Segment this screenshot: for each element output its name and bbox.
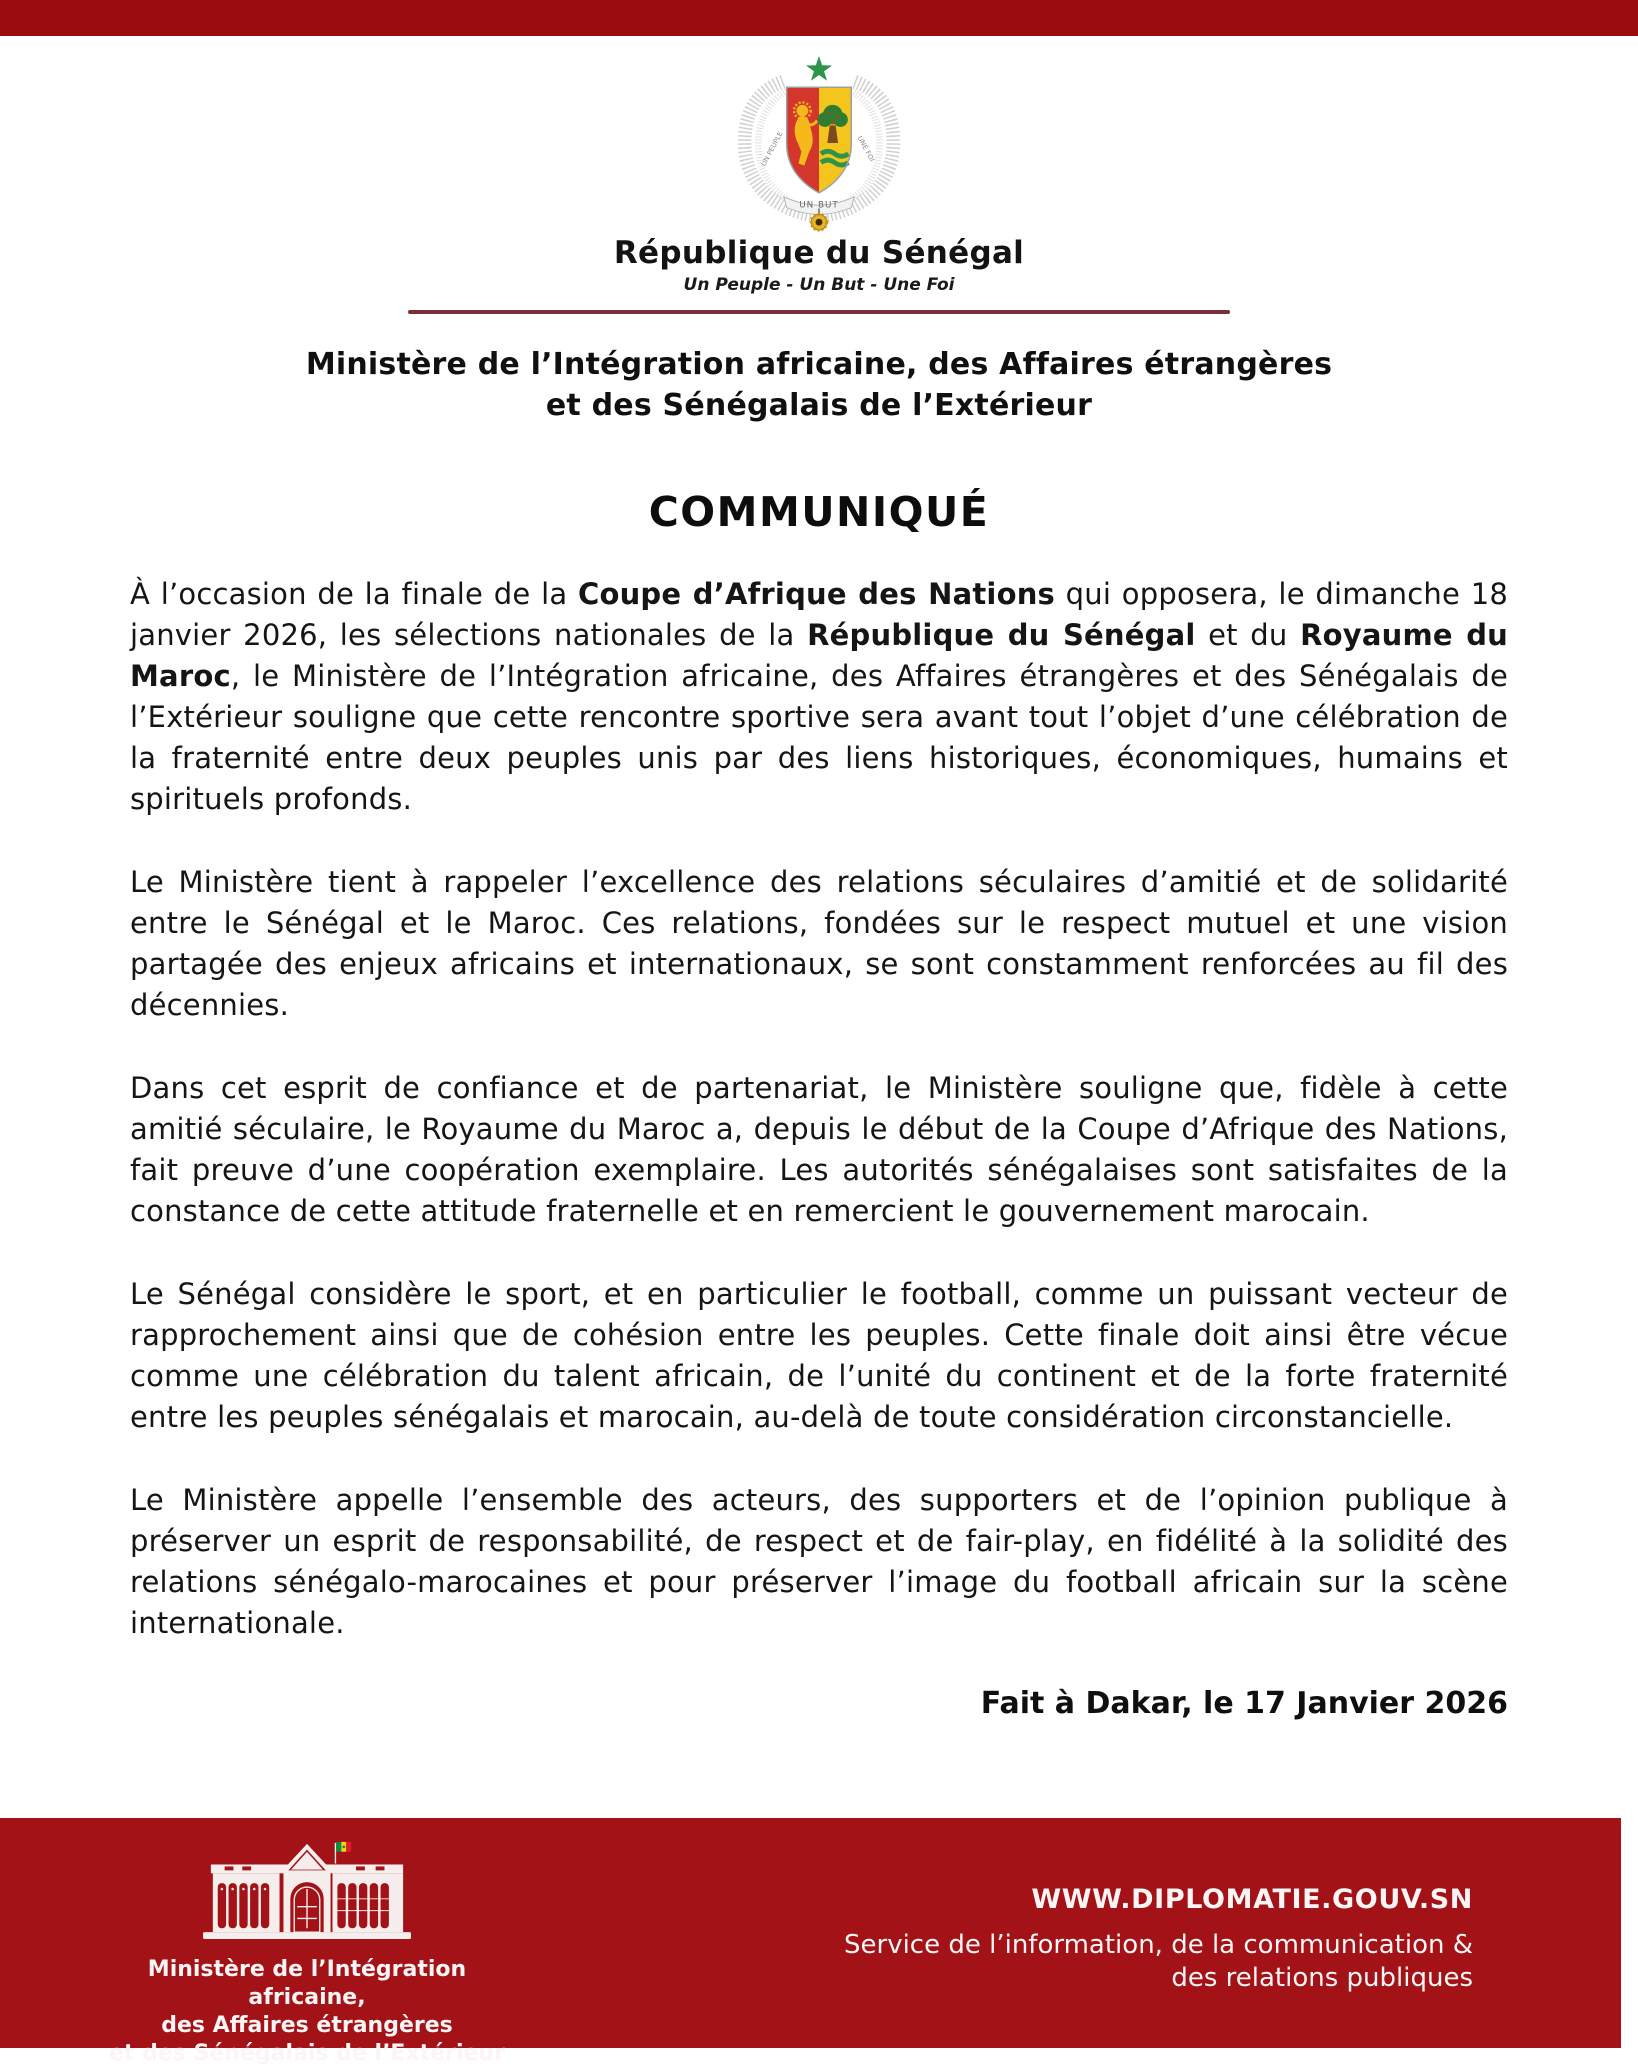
emblem-star (806, 56, 832, 81)
footer-band (0, 1818, 1621, 2066)
header-divider (408, 310, 1230, 314)
body-paragraph (130, 574, 1508, 820)
footer-contact-block (844, 1818, 1473, 2048)
senegal-coat-of-arms-icon (701, 54, 937, 232)
emblem-motto-left: UN PEUPLE (759, 130, 785, 168)
body-paragraph (130, 862, 1508, 1026)
footer-service-name (844, 1929, 1473, 1995)
ministry-heading-line2: et des Sénégalais de l’Extérieur (545, 388, 1093, 423)
footer-ministry-name (92, 1956, 522, 2068)
top-red-bar (0, 0, 1638, 36)
footer-ministry-block (92, 1818, 522, 2066)
text-run: , le Ministère de l’Intégration africaine, des Affaires étrangères et des Sénégalais de l’Extérieur souligne que cette rencontre sportive sera avant tout l’objet d’une célébration de la fraternité entre deux peuples unis par des liens historiques, économiques, humains et spirituels profonds. (130, 659, 1508, 816)
text-run: qui opposera, le dimanche 18 janvier 2026, les sélections nationales de la (130, 577, 1509, 652)
text-run: et du (1195, 618, 1301, 652)
document-title: COMMUNIQUÉ (648, 488, 990, 536)
body-paragraph (130, 1480, 1508, 1644)
bold-text: République du Sénégal (807, 618, 1196, 652)
document-header (0, 36, 1638, 426)
footer-ministry-line1: Ministère de l’Intégration africaine, (147, 1957, 467, 2010)
emblem-motto-right: UNE FOI (855, 134, 876, 164)
ministry-building-icon (198, 1838, 416, 1940)
republic-title: République du Sénégal (613, 235, 1025, 271)
bold-text: Coupe d’Afrique des Nations (577, 577, 1056, 611)
dateline: Fait à Dakar, le 17 Janvier 2026 (980, 1686, 1508, 1721)
communique-body (130, 574, 1508, 1644)
body-paragraph (130, 1274, 1508, 1438)
footer-service-line1: Service de l’information, de la communication & (844, 1930, 1473, 1960)
footer-ministry-line2: des Affaires étrangères (161, 2013, 453, 2038)
text-run: Le Ministère tient à rappeler l’excellence des relations séculaires d’amitié et de solidarité entre le Sénégal et le Maroc. Ces relations, fondées sur le respect mutuel et une vision partagée des enjeux africains et internationaux, se sont constamment renforcées au fil des décennies. (130, 865, 1508, 1022)
text-run: Dans cet esprit de confiance et de partenariat, le Ministère souligne que, fidèle à cette amitié séculaire, le Royaume du Maroc a, depuis le début de la Coupe d’Afrique des Nations, fait preuve d’une coopération exemplaire. Les autorités sénégalaises sont satisfaites de la constance de cette attitude fraternelle et en remercient le gouvernement marocain. (130, 1071, 1508, 1228)
ministry-heading-line1: Ministère de l’Intégration africaine, des Affaires étrangères (305, 347, 1333, 382)
footer-ministry-line3: et des Sénégalais de l’Extérieur (109, 2041, 505, 2066)
text-run: Le Ministère appelle l’ensemble des acteurs, des supporters et de l’opinion publique à préserver un esprit de responsabilité, de respect et de fair-play, en fidélité à la solidité des relations sénégalo-marocaines et pour préserver l’image du football africain sur la scène internationale. (130, 1483, 1508, 1640)
emblem-motto-center: UN BUT (799, 200, 839, 211)
ministry-heading (0, 344, 1638, 426)
website-link[interactable]: WWW.DIPLOMATIE.GOUV.SN (1031, 1884, 1473, 1915)
national-motto: Un Peuple - Un But - Une Foi (683, 275, 955, 295)
body-paragraph (130, 1068, 1508, 1232)
footer-service-line2: des relations publiques (1171, 1963, 1473, 1993)
text-run: Le Sénégal considère le sport, et en particulier le football, comme un puissant vecteur de rapprochement ainsi que de cohésion entre les peuples. Cette finale doit ainsi être vécue comme une célébration du talent africain, de l’unité du continent et de la forte fraternité entre les peuples sénégalais et marocain, au-delà de toute considération circonstancielle. (130, 1277, 1508, 1434)
bold-text: Royaume du Maroc (130, 618, 1509, 693)
text-run: À l’occasion de la finale de la (130, 577, 578, 611)
